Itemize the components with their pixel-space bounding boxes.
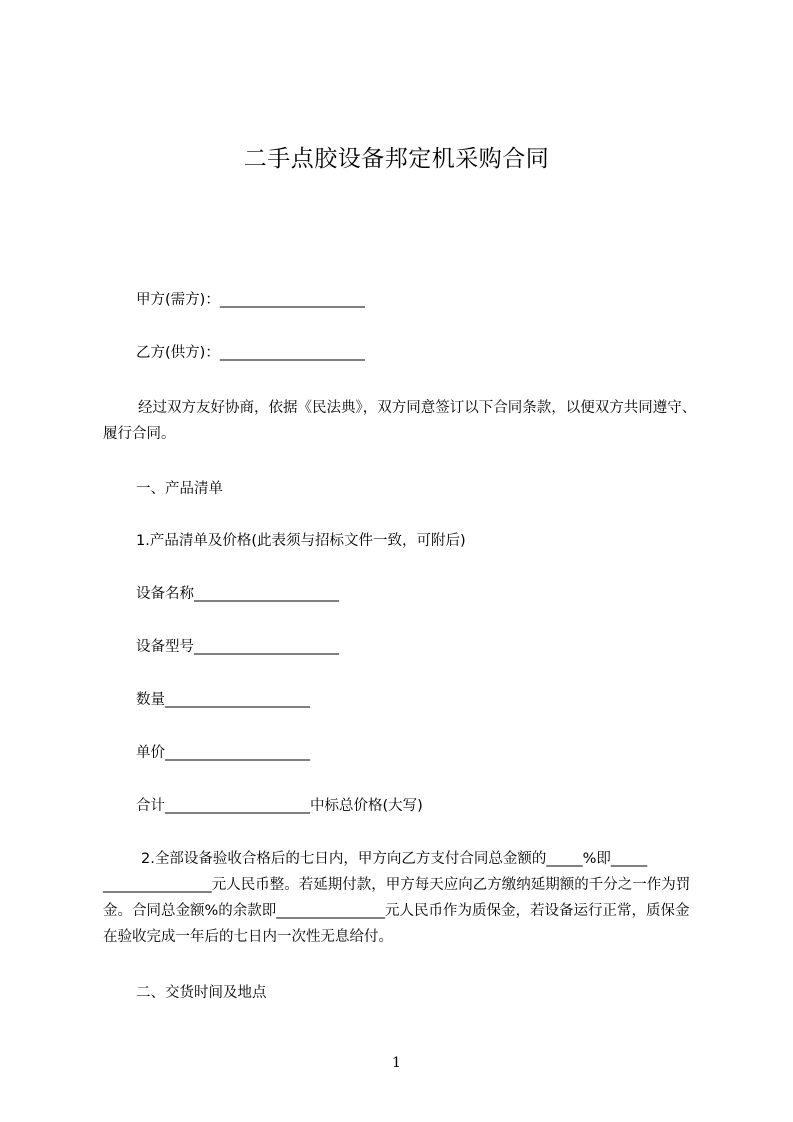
total-field: 合计____________________中标总价格(大写) [136, 798, 423, 814]
equipment-name-field: 设备名称____________________ [136, 586, 339, 602]
item-1-text: 1.产品清单及价格(此表须与招标文件一致，可附后) [136, 533, 466, 549]
unit-price-field: 单价____________________ [136, 745, 310, 761]
section-1-heading: 一、产品清单 [136, 481, 223, 497]
page-number: 1 [392, 1055, 401, 1071]
party-b-line: 乙方(供方)：____________________ [136, 345, 365, 361]
party-a-line: 甲方(需方)：____________________ [136, 292, 365, 308]
equipment-model-field: 设备型号____________________ [136, 639, 339, 655]
page-title: 二手点胶设备邦定机采购合同 [243, 146, 550, 172]
quantity-field: 数量____________________ [136, 692, 310, 708]
intro-paragraph: 经过双方友好协商，依据《民法典》，双方同意签订以下合同条款，以便双方共同遵守、履行合同。 [103, 400, 697, 442]
item-2-paragraph: 2.全部设备验收合格后的七日内，甲方向乙方支付合同总金额的_____%即_____ _______________元人民币整。若延期付款，甲方每天应向乙方缴纳延期额的千分之一作为罚金。合同总金额%的余款即_______________元人民币作为质保金，若设备运行正常，质保金在验收完成一年后的七日内一次性无息给付。 [103, 851, 691, 945]
section-2-heading: 二、交货时间及地点 [136, 985, 267, 1001]
